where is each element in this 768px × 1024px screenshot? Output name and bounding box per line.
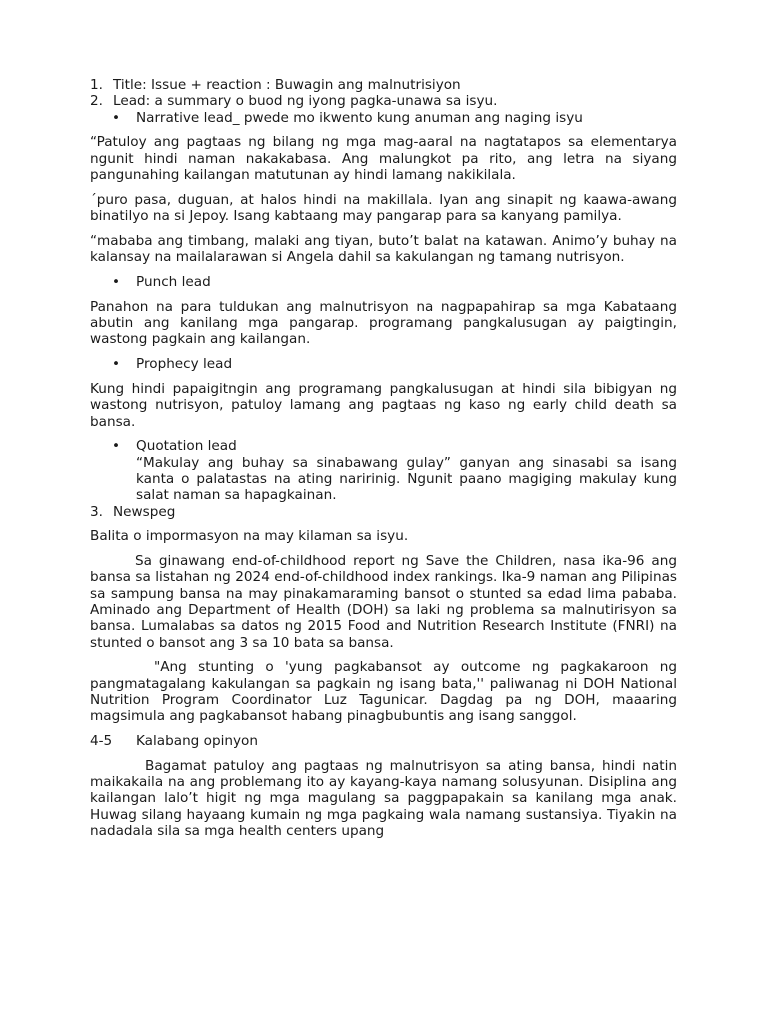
bullet-icon: • [112, 356, 121, 373]
list-text: Title: Issue + reaction : Buwagin ang malnutrisiyon [113, 77, 461, 93]
document-body [90, 77, 677, 839]
bullet-icon: • [112, 109, 121, 126]
bullet-text: Punch lead [136, 273, 211, 290]
list-number: 1. [90, 77, 103, 93]
outline-item-lead [90, 93, 677, 109]
outline-item-opinyon [90, 733, 677, 749]
bullet-text: Quotation lead [136, 438, 237, 455]
newspeg-paragraph: "Ang stunting o 'yung pagkabansot ay outcome ng pagkakaroon ng pangmatagalang kakulangan sa pagkain ng isang bata,'' paliwanag ni DOH National Nutrition Program Coordinator Luz Tagunicar. Dagdag pa ng DOH, maaaring magsimula ang pagkabansot habang pinagbubuntis ang isang sanggol. [90, 659, 677, 725]
bullet-text: Prophecy lead [136, 356, 233, 373]
bullet-icon: • [112, 273, 121, 290]
newspeg-intro: Balita o impormasyon na may kilaman sa isyu. [90, 528, 409, 545]
list-number: 2. [90, 93, 103, 110]
prophecy-paragraph: Kung hindi papaigitngin ang programang pangkalusugan at hindi sila bibigyan ng wastong nutrisyon, patuloy lamang ang pagtaas ng kaso ng early child death sa bansa. [90, 380, 677, 430]
list-number: 4-5 [90, 733, 113, 750]
list-number: 3. [90, 503, 103, 520]
outline-item-title [90, 77, 677, 93]
narrative-paragraph: “Patuloy ang pagtaas ng bilang ng mga mag-aaral na nagtatapos sa elementarya ngunit hindi naman nakakabasa. Ang malungkot pa rito, ang letra na siyang pangunahing kailangan matutunan ay hindi lamang nakikilala. [90, 134, 677, 183]
outline-item-newspeg [90, 504, 677, 520]
bullet-narrative-lead [112, 110, 677, 126]
bullet-quotation-lead [112, 438, 677, 454]
opinyon-paragraph: Bagamat patuloy ang pagtaas ng malnutrisyon sa ating bansa, hindi natin maikakaila na ang problemang ito ay kayang-kaya namang solusyunan. Disiplina ang kailangan lalo’t higit ng mga magulang sa paggpapakain sa kanilang mga anak. Huwag silang hayaang kumain ng mga pagkaing wala namang sustansiya. Tiyakin na nadadala sila sa mga health centers upang [90, 757, 677, 840]
bullet-text: Narrative lead_ pwede mo ikwento kung anuman ang naging isyu [136, 109, 583, 126]
newspeg-paragraph: Sa ginawang end-of-childhood report ng Save the Children, nasa ika-96 ang bansa sa listahan ng 2024 end-of-childhood index rankings. Ika-9 naman ang Pilipinas sa sampung bansa na may pinakamaraming bansot o stunted sa edad lima pababa. Aminado ang Department of Health (DOH) sa laki ng problema sa malnutirisyon sa bansa. Lumalabas sa datos ng 2015 Food and Nutrition Research Institute (FNRI) na stunted o bansot ang 3 sa 10 bata sa bansa. [90, 553, 677, 651]
narrative-paragraph: ´puro pasa, duguan, at halos hindi na makillala. Iyan ang sinapit ng kaawa-awang binatilyo na si Jepoy. Isang kabtaang may pangarap para sa kanyang pamilya. [90, 191, 677, 225]
punch-paragraph: Panahon na para tuldukan ang malnutrisyon na nagpapahirap sa mga Kabataang abutin ang kanilang mga pangarap. programang pangkalusugan ay paigtingin, wastong pagkain ang kailangan. [90, 298, 677, 348]
bullet-punch-lead [112, 274, 677, 290]
list-text: Lead: a summary o buod ng iyong pagka-unawa sa isyu. [113, 93, 498, 110]
bullet-icon: • [112, 438, 121, 455]
list-text: Kalabang opinyon [136, 733, 258, 750]
narrative-paragraph: “mababa ang timbang, malaki ang tiyan, buto’t balat na katawan. Animo’y buhay na kalansay na mailalarawan si Angela dahil sa kakulangan ng tamang nutrisyon. [90, 232, 677, 266]
bullet-prophecy-lead [112, 356, 677, 372]
list-text: Newspeg [113, 503, 176, 520]
quotation-paragraph: “Makulay ang buhay sa sinabawang gulay” ganyan ang sinasabi sa isang kanta o palatastas na ating naririnig. Ngunit paano magiging makulay kung salat naman sa hapagkainan. [136, 454, 677, 504]
